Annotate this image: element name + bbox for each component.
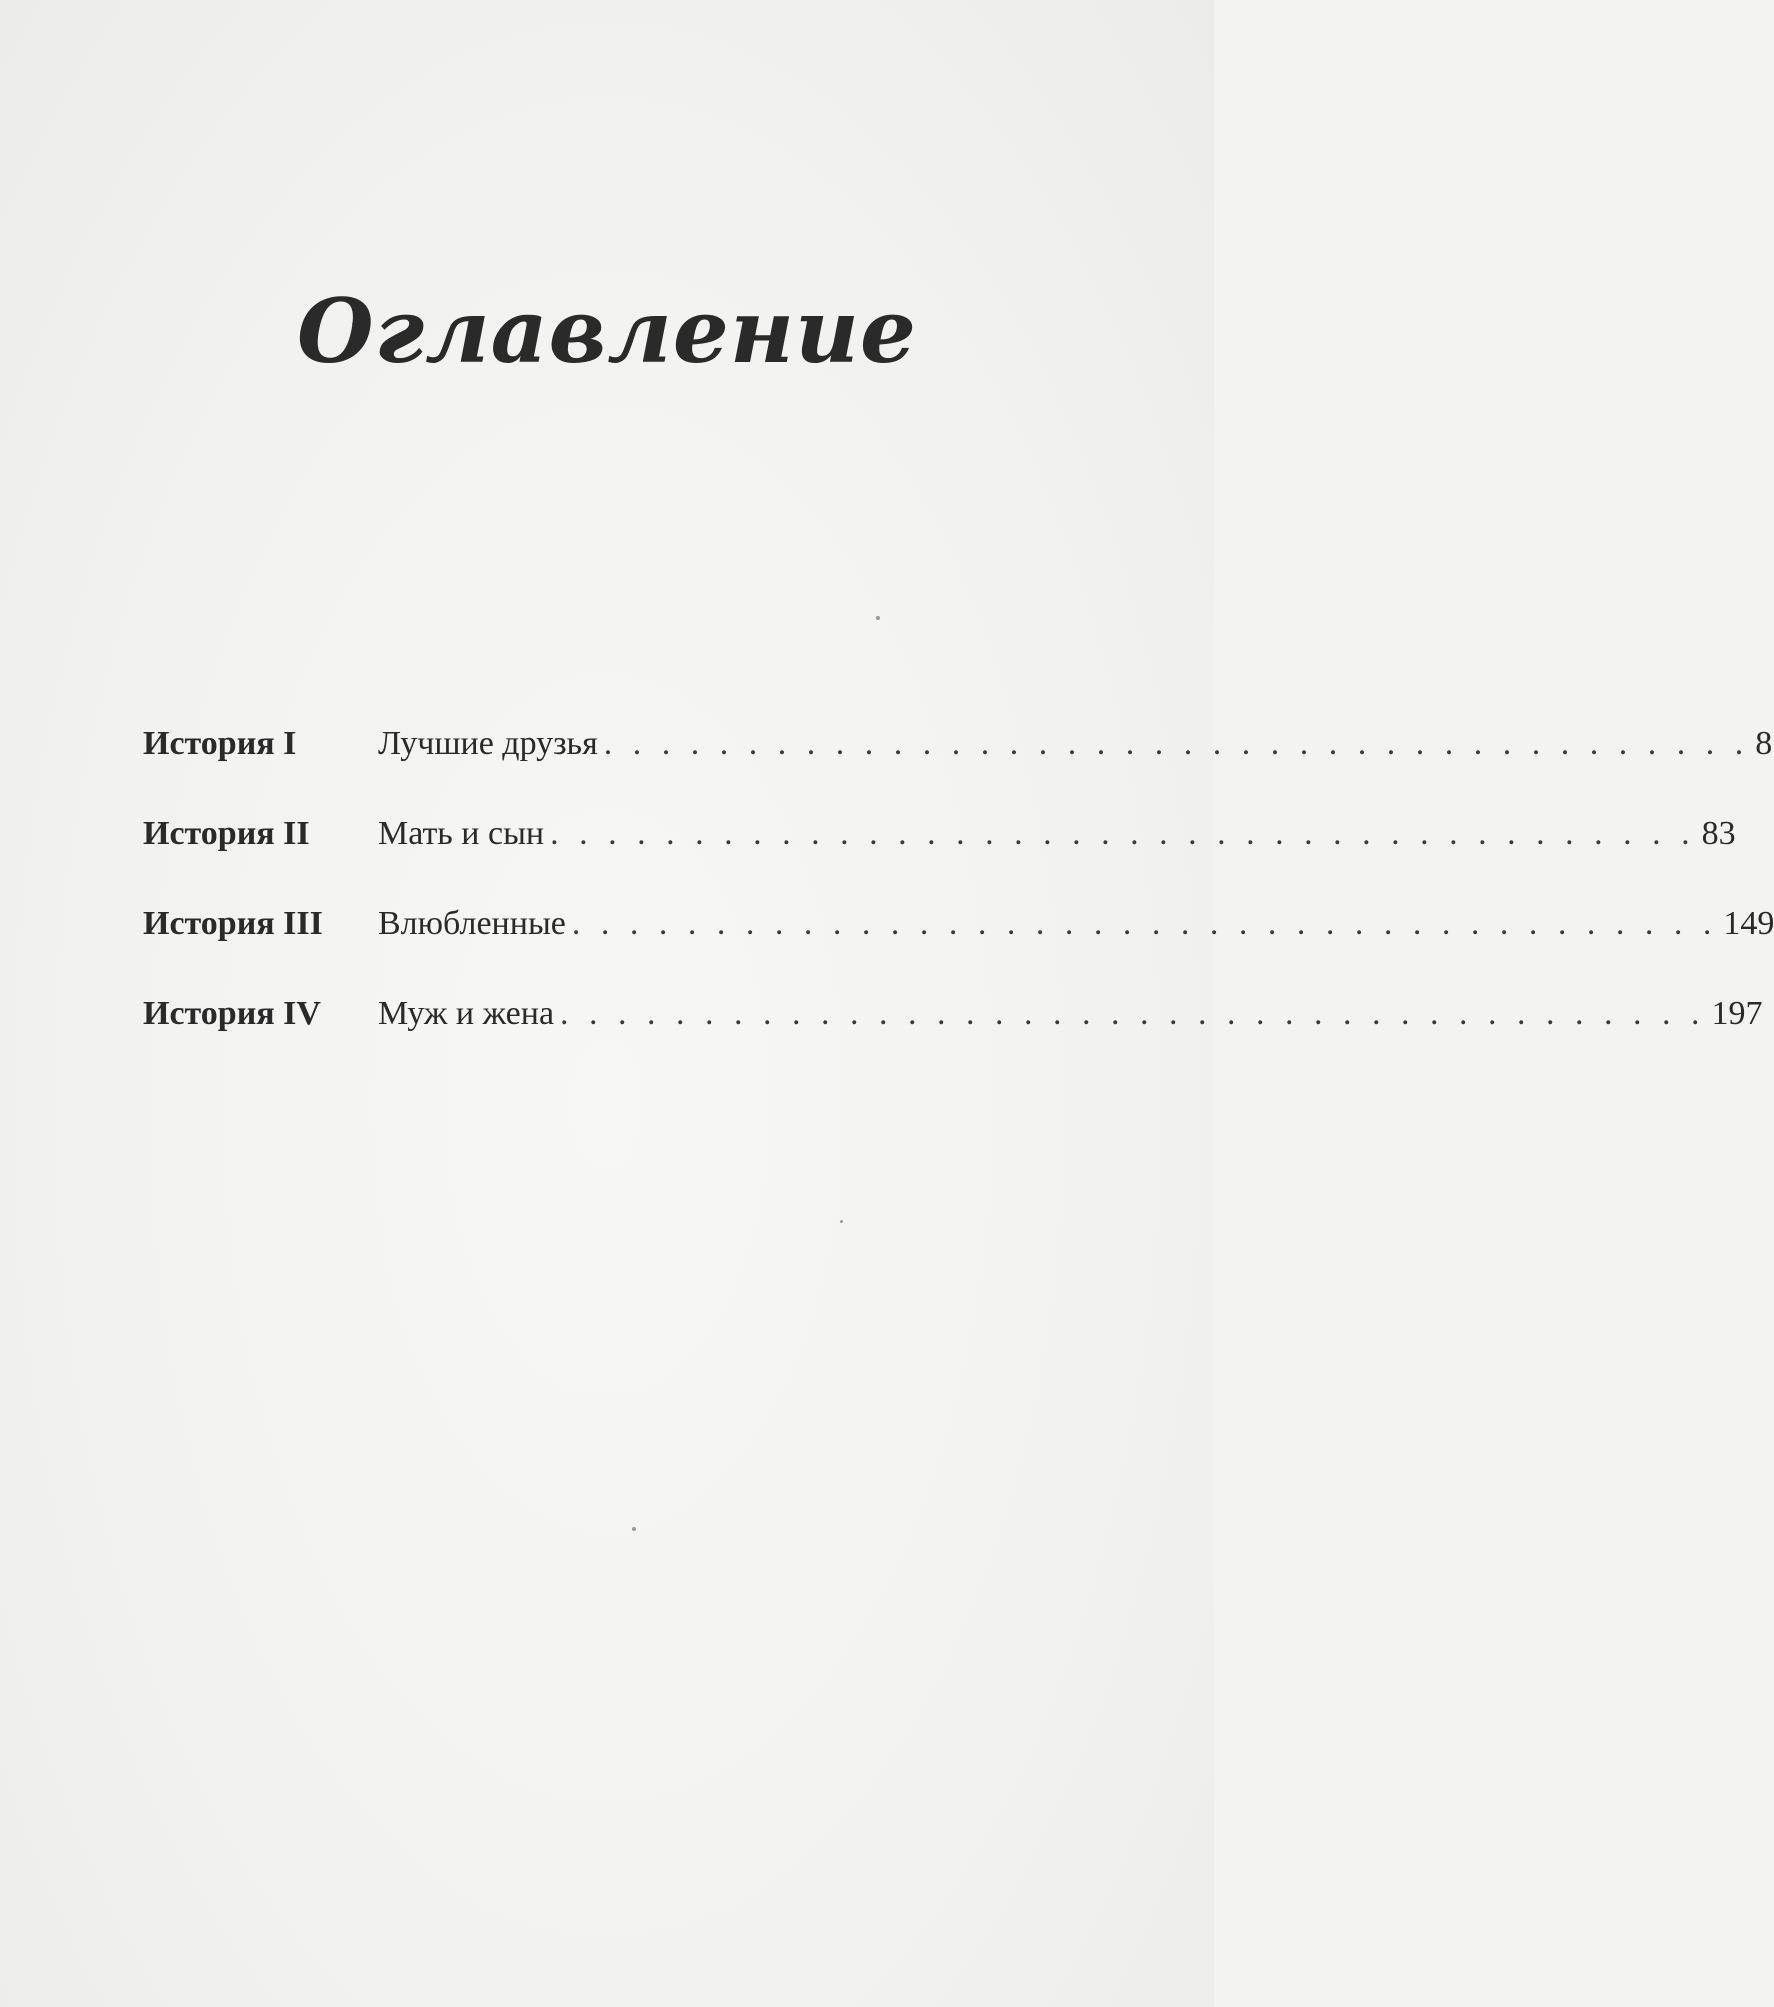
table-of-contents <box>143 725 1774 1085</box>
paper-speck <box>632 1527 636 1531</box>
toc-story-label: История IV <box>143 995 321 1032</box>
toc-page-number: 83 <box>1701 815 1736 852</box>
toc-dot-leader: . . . . . . . . . . . . . . . . . . . . . . . . . . . . . . . . . . . . . . . . <box>560 995 1706 1032</box>
toc-entry[interactable] <box>143 905 1774 995</box>
paper-speck <box>876 616 880 620</box>
paper-speck <box>840 1220 843 1223</box>
toc-entry[interactable] <box>143 725 1773 815</box>
toc-page-number: 149 <box>1723 905 1774 942</box>
toc-story-label: История I <box>143 725 297 762</box>
toc-dot-leader: . . . . . . . . . . . . . . . . . . . . . . . . . . . . . . . . . . . . . . . . <box>571 905 1718 942</box>
toc-story-label: История III <box>143 905 323 942</box>
toc-story-label: История II <box>143 815 310 852</box>
toc-entry[interactable] <box>143 995 1763 1085</box>
toc-chapter-title: Лучшие друзья <box>378 725 598 762</box>
toc-dot-leader: . . . . . . . . . . . . . . . . . . . . . . . . . . . . . . . . . . . . . . . . <box>603 725 1750 762</box>
toc-dot-leader: . . . . . . . . . . . . . . . . . . . . . . . . . . . . . . . . . . . . . . . . <box>550 815 1696 852</box>
toc-chapter-title: Влюбленные <box>378 905 566 942</box>
toc-chapter-title: Муж и жена <box>378 995 555 1032</box>
toc-page-number: 197 <box>1711 995 1763 1032</box>
toc-entry[interactable] <box>143 815 1736 905</box>
toc-page-number: 8 <box>1755 725 1773 762</box>
page-title: Оглавление <box>297 278 917 383</box>
toc-chapter-title: Мать и сын <box>378 815 545 852</box>
